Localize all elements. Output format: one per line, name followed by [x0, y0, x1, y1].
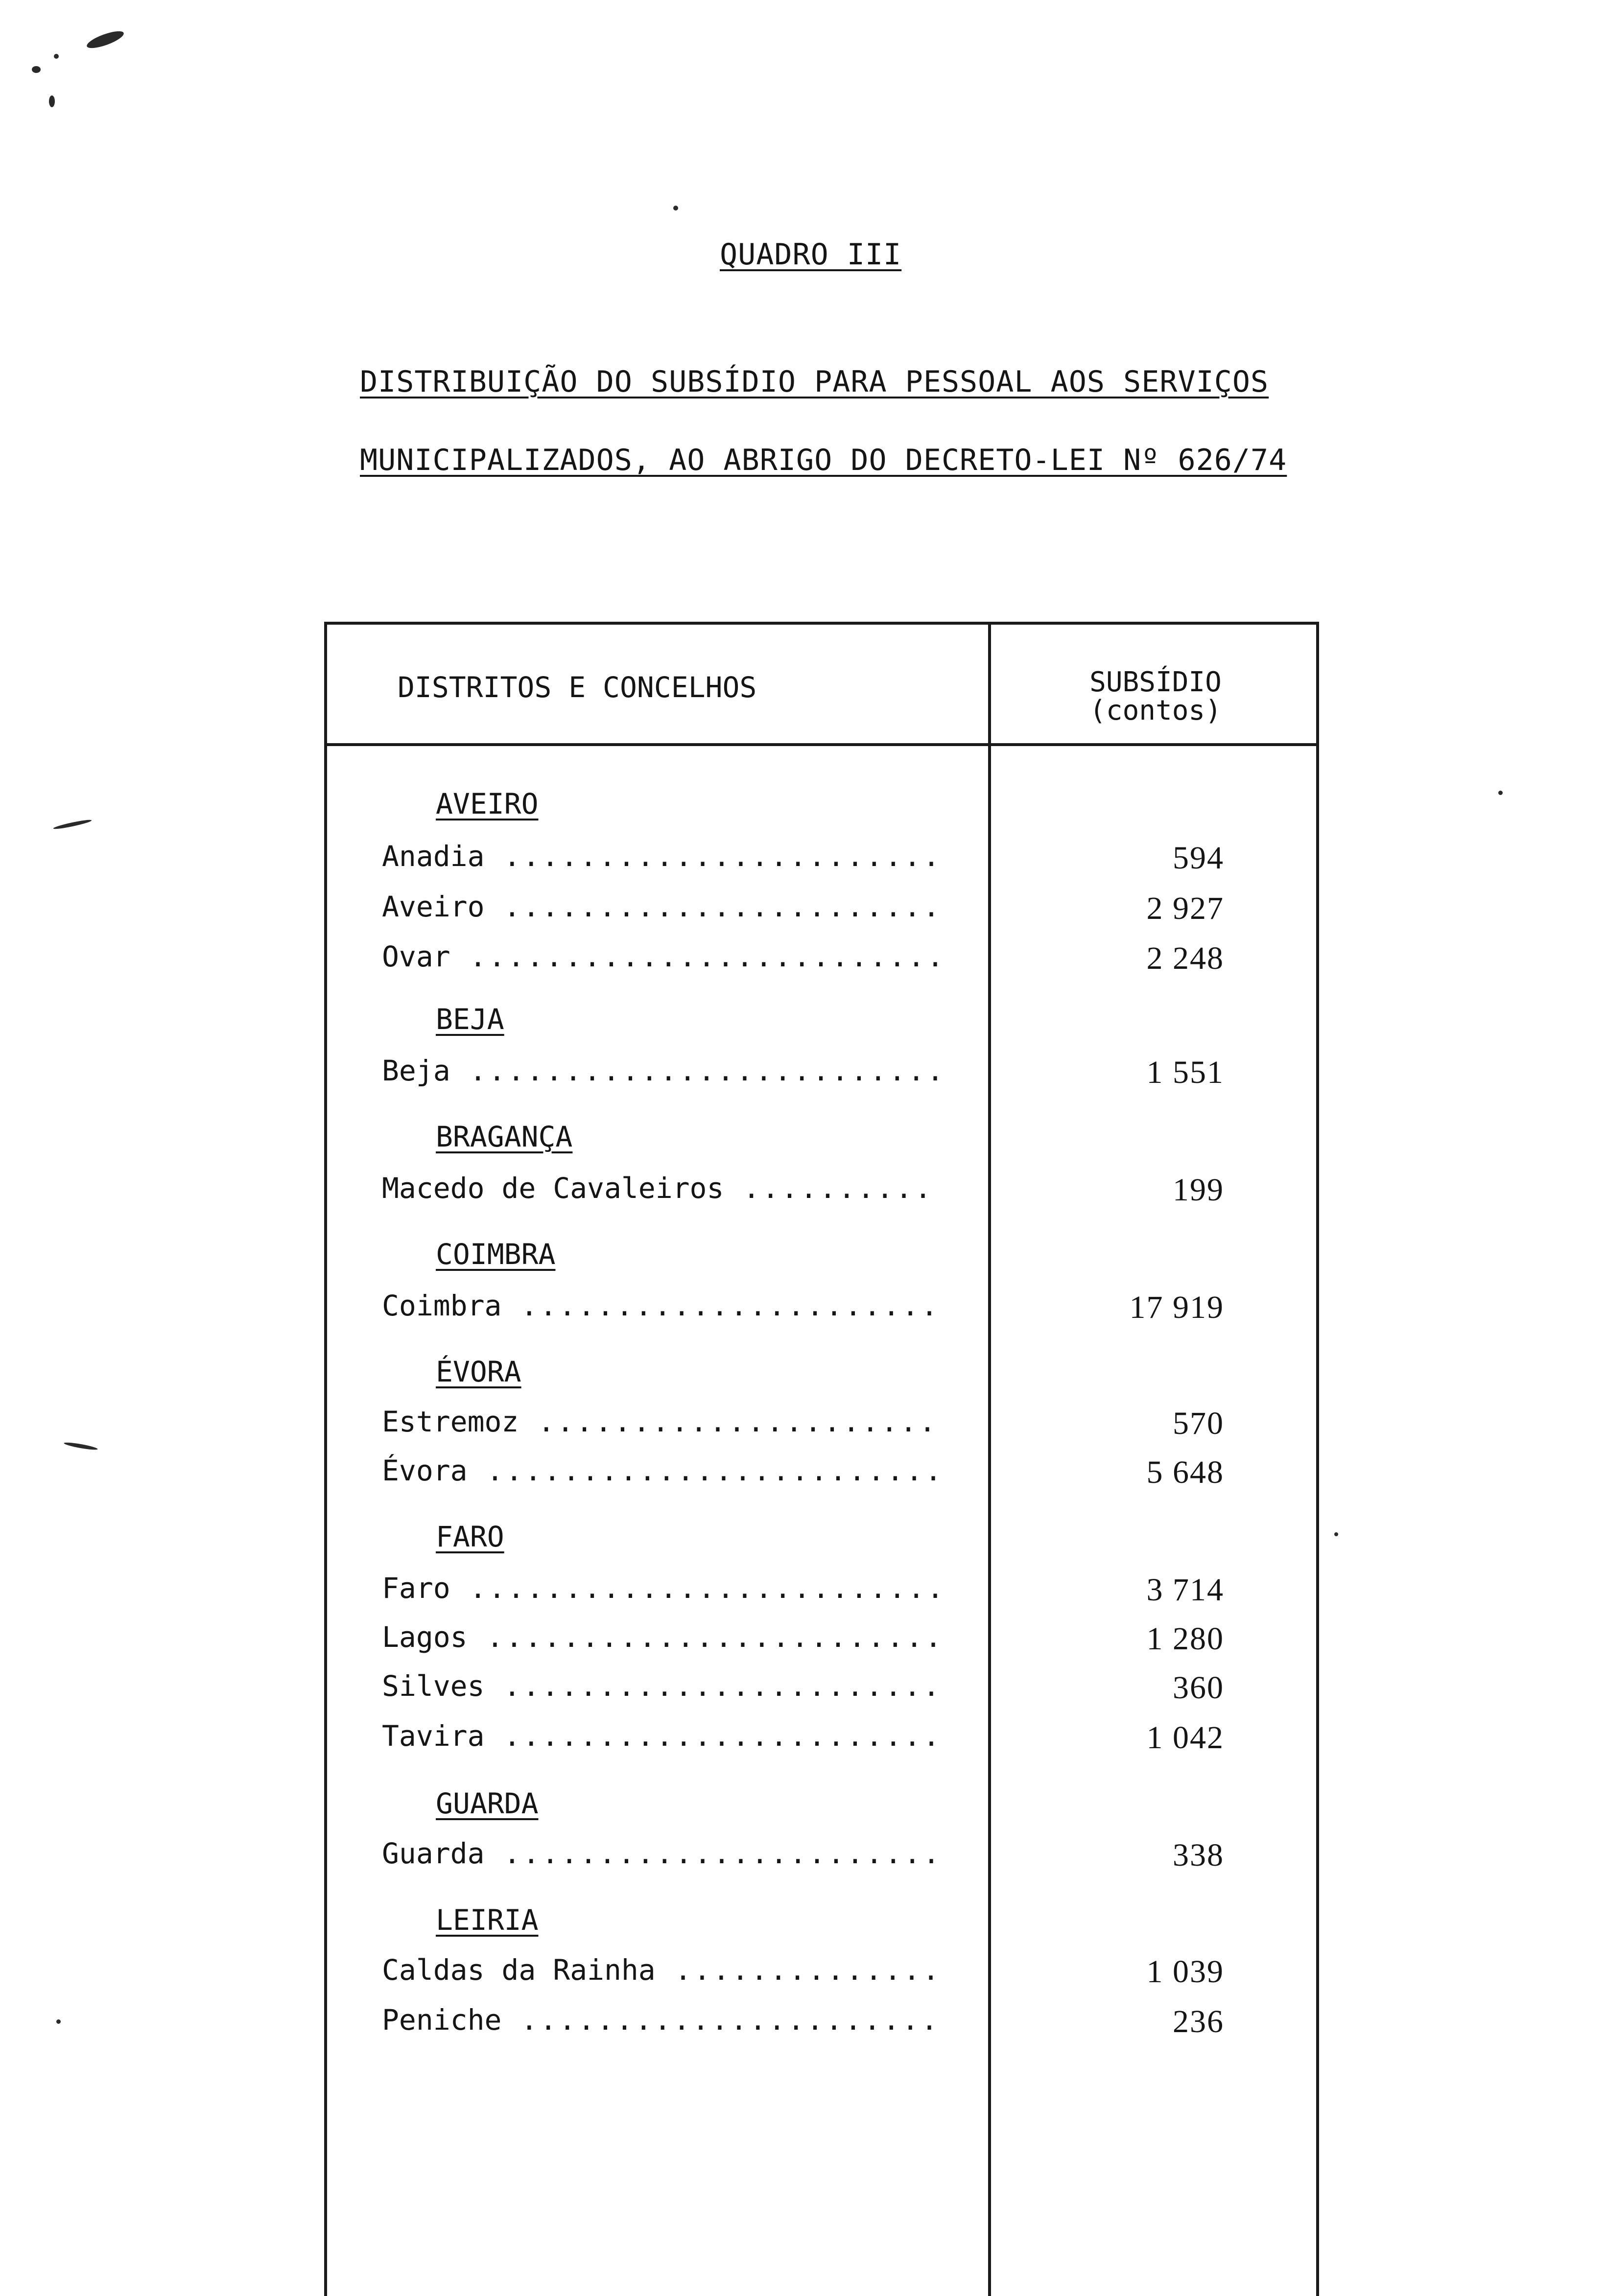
table-row — [382, 1620, 1224, 1660]
header-divider — [324, 743, 1319, 746]
table-row — [382, 1054, 1224, 1093]
municipality-name: Caldas da Rainha ..... — [382, 1953, 940, 1987]
municipality-name: Silves ..... — [382, 1669, 940, 1703]
municipality-name: Peniche ..... — [382, 2003, 940, 2037]
table-caption-line-2: MUNICIPALIZADOS, AO ABRIGO DO DECRETO-LEI Nº 626/74 — [360, 443, 1287, 477]
table-row — [382, 1669, 1224, 1709]
municipality-name: Aveiro ..... — [382, 890, 940, 923]
column-header-subsidy-label: SUBSÍDIO — [1089, 666, 1222, 698]
subsidy-value: 570 — [1173, 1406, 1224, 1441]
table-row — [382, 2003, 1224, 2042]
scan-speck — [673, 206, 678, 211]
municipality-name: Évora ..... — [382, 1454, 940, 1487]
municipality-name: Lagos ..... — [382, 1620, 940, 1654]
table-row — [382, 1171, 1224, 1211]
municipality-name: Beja ..... — [382, 1054, 940, 1087]
subsidy-value: 2 248 — [1146, 940, 1224, 976]
subsidy-value: 360 — [1173, 1670, 1224, 1706]
table-row — [382, 1405, 1224, 1444]
subsidy-value: 594 — [1173, 840, 1224, 876]
district-heading: FARO — [436, 1520, 504, 1553]
scan-speck — [54, 54, 59, 59]
table-number-title: QUADRO III — [720, 237, 902, 272]
scan-speck — [64, 1441, 98, 1451]
municipality-name: Coimbra ..... — [382, 1289, 940, 1322]
subsidy-value: 17 919 — [1129, 1289, 1224, 1325]
scan-speck — [56, 2019, 61, 2024]
scan-speck — [1334, 1532, 1338, 1536]
district-heading: LEIRIA — [436, 1903, 539, 1937]
subsidy-value: 1 280 — [1146, 1621, 1224, 1657]
district-heading: COIMBRA — [436, 1238, 556, 1271]
municipality-name: Macedo de Cavaleiros ..... — [382, 1171, 940, 1205]
district-heading: BEJA — [436, 1003, 504, 1036]
subsidy-value: 2 927 — [1146, 890, 1224, 926]
district-heading: AVEIRO — [436, 787, 539, 820]
scan-speck — [53, 819, 92, 830]
column-header-subsidy-unit: (contos) — [1089, 695, 1222, 726]
subsidy-value: 3 714 — [1146, 1572, 1224, 1608]
column-header-subsidy — [1077, 668, 1234, 725]
subsidy-value: 236 — [1173, 2004, 1224, 2039]
column-header-districts: DISTRITOS E CONCELHOS — [398, 671, 757, 704]
scan-speck — [49, 95, 55, 107]
municipality-name: Faro ..... — [382, 1571, 940, 1605]
table-row — [382, 1837, 1224, 1876]
table-row — [382, 1953, 1224, 1992]
subsidy-value: 1 039 — [1146, 1954, 1224, 1990]
district-heading: GUARDA — [436, 1787, 539, 1820]
subsidy-value: 199 — [1173, 1172, 1224, 1208]
table-row — [382, 1571, 1224, 1611]
table-row — [382, 1454, 1224, 1493]
subsidy-value: 338 — [1173, 1837, 1224, 1873]
district-heading: BRAGANÇA — [436, 1120, 573, 1153]
table-caption-line-1: DISTRIBUIÇÃO DO SUBSÍDIO PARA PESSOAL AOS SERVIÇOS — [360, 365, 1269, 399]
municipality-name: Estremoz ..... — [382, 1405, 940, 1438]
scan-speck — [85, 28, 126, 51]
municipality-name: Ovar ..... — [382, 940, 940, 973]
municipality-name: Guarda ..... — [382, 1837, 940, 1870]
table-row — [382, 940, 1224, 979]
municipality-name: Tavira ..... — [382, 1719, 940, 1753]
table-row — [382, 1289, 1224, 1328]
table-row — [382, 840, 1224, 879]
scan-speck — [1498, 791, 1503, 795]
table-row — [382, 1719, 1224, 1758]
district-heading: ÉVORA — [436, 1355, 521, 1388]
subsidy-value: 1 551 — [1146, 1054, 1224, 1090]
subsidy-value: 5 648 — [1146, 1454, 1224, 1490]
table-row — [382, 890, 1224, 929]
subsidy-value: 1 042 — [1146, 1720, 1224, 1756]
municipality-name: Anadia ..... — [382, 840, 940, 873]
scan-speck — [32, 66, 41, 73]
